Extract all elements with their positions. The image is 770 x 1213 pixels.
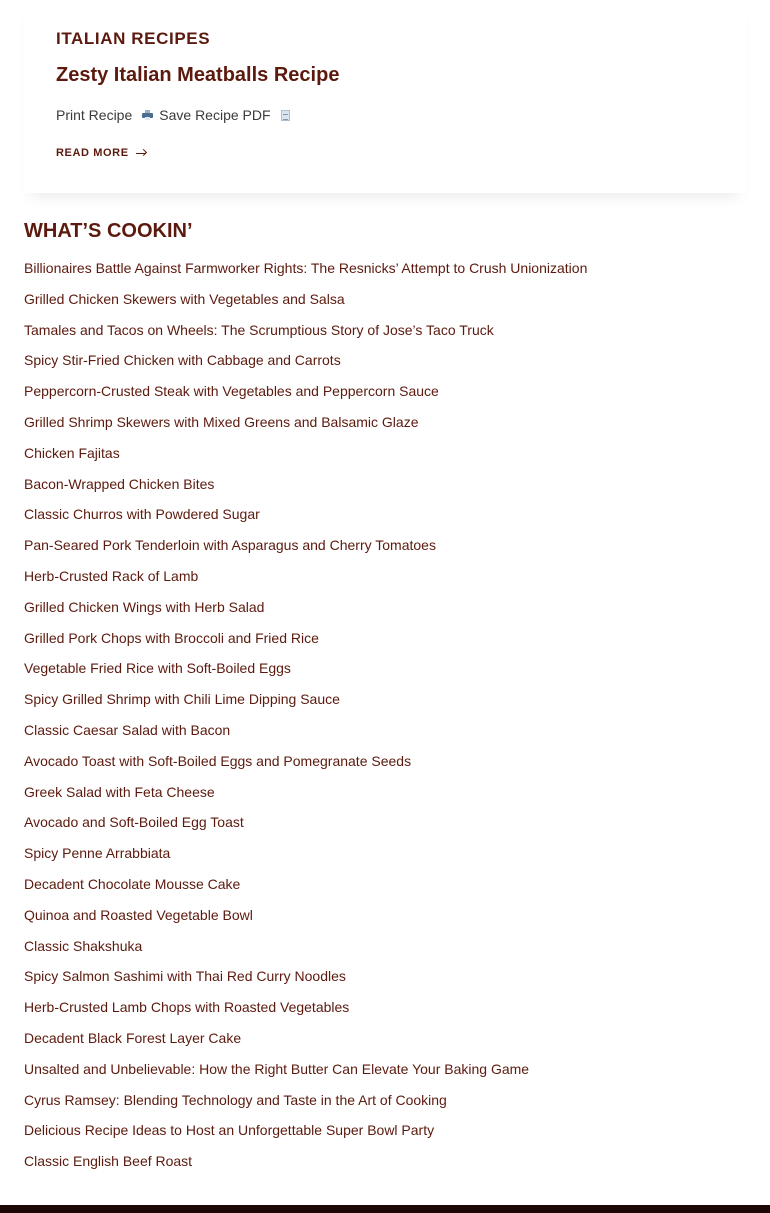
post-link[interactable]: Classic Shakshuka xyxy=(24,937,143,954)
post-link[interactable]: Delicious Recipe Ideas to Host an Unforgettable Super Bowl Party xyxy=(24,1122,435,1139)
post-link[interactable]: Tamales and Tacos on Wheels: The Scrumptious Story of Jose’s Taco Truck xyxy=(24,321,494,338)
list-item xyxy=(24,812,587,843)
list-item xyxy=(24,1028,587,1059)
post-link[interactable]: Peppercorn-Crusted Steak with Vegetables and Peppercorn Sauce xyxy=(24,383,439,400)
list-item xyxy=(24,412,587,443)
list-item xyxy=(24,966,587,997)
widget-title: WHAT’S COOKIN’ xyxy=(24,220,193,242)
post-link[interactable]: Herb-Crusted Rack of Lamb xyxy=(24,567,199,584)
list-item xyxy=(24,936,587,967)
list-item xyxy=(24,751,587,782)
read-more-link[interactable] xyxy=(56,147,147,159)
post-title xyxy=(56,64,339,87)
list-item xyxy=(24,289,587,320)
printer-icon[interactable] xyxy=(142,110,153,120)
post-link[interactable]: Billionaires Battle Against Farmworker Rights: The Resnicks’ Attempt to Crush Unionization xyxy=(24,260,588,276)
list-item xyxy=(24,381,587,412)
post-link[interactable]: Spicy Salmon Sashimi with Thai Red Curry Noodles xyxy=(24,968,346,985)
print-recipe-link[interactable]: Print Recipe xyxy=(56,107,133,123)
post-link[interactable]: Spicy Penne Arrabbiata xyxy=(24,845,171,862)
post-link[interactable]: Bacon-Wrapped Chicken Bites xyxy=(24,475,215,492)
post-link[interactable]: Grilled Chicken Skewers with Vegetables and Salsa xyxy=(24,290,345,307)
post-link[interactable]: Vegetable Fried Rice with Soft-Boiled Eggs xyxy=(24,660,291,677)
post-link[interactable]: Chicken Fajitas xyxy=(24,444,120,461)
list-item xyxy=(24,1090,587,1121)
category-link[interactable]: ITALIAN RECIPES xyxy=(56,29,211,48)
post-link[interactable]: Spicy Stir-Fried Chicken with Cabbage and Carrots xyxy=(24,352,341,369)
post-link[interactable]: Grilled Shrimp Skewers with Mixed Greens and Balsamic Glaze xyxy=(24,413,419,430)
list-item xyxy=(24,997,587,1028)
post-link[interactable]: Grilled Pork Chops with Broccoli and Fried Rice xyxy=(24,629,319,646)
post-title-link[interactable]: Zesty Italian Meatballs Recipe xyxy=(56,64,340,86)
post-link[interactable]: Avocado Toast with Soft-Boiled Eggs and Pomegranate Seeds xyxy=(24,752,412,769)
recent-posts-list xyxy=(24,258,587,1182)
post-link[interactable]: Spicy Grilled Shrimp with Chili Lime Dipping Sauce xyxy=(24,691,340,708)
arrow-right-icon xyxy=(136,150,147,157)
post-link[interactable]: Pan-Seared Pork Tenderloin with Asparagus and Cherry Tomatoes xyxy=(24,537,436,554)
list-item xyxy=(24,1151,587,1182)
post-link[interactable]: Greek Salad with Feta Cheese xyxy=(24,783,215,800)
post-link[interactable]: Cyrus Ramsey: Blending Technology and Taste in the Art of Cooking xyxy=(24,1091,447,1108)
list-item xyxy=(24,566,587,597)
list-item xyxy=(24,504,587,535)
footer-bar xyxy=(0,1205,770,1213)
list-item xyxy=(24,350,587,381)
list-item xyxy=(24,905,587,936)
list-item xyxy=(24,843,587,874)
post-link[interactable]: Decadent Black Forest Layer Cake xyxy=(24,1029,242,1046)
post-link[interactable]: Grilled Chicken Wings with Herb Salad xyxy=(24,598,265,615)
list-item xyxy=(24,597,587,628)
list-item xyxy=(24,720,587,751)
post-link[interactable]: Avocado and Soft-Boiled Egg Toast xyxy=(24,814,244,831)
post-link[interactable]: Quinoa and Roasted Vegetable Bowl xyxy=(24,906,253,923)
list-item xyxy=(24,320,587,351)
post-link[interactable]: Classic English Beef Roast xyxy=(24,1153,193,1170)
list-item xyxy=(24,874,587,905)
list-item xyxy=(24,258,587,289)
list-item xyxy=(24,628,587,659)
list-item xyxy=(24,535,587,566)
post-link[interactable]: Herb-Crusted Lamb Chops with Roasted Vegetables xyxy=(24,999,350,1016)
list-item xyxy=(24,474,587,505)
list-item xyxy=(24,689,587,720)
post-link[interactable]: Unsalted and Unbelievable: How the Right Butter Can Elevate Your Baking Game xyxy=(24,1060,530,1077)
recipe-actions xyxy=(56,107,290,123)
document-icon[interactable] xyxy=(281,110,290,121)
list-item xyxy=(24,658,587,689)
list-item xyxy=(24,1059,587,1090)
post-link[interactable]: Decadent Chocolate Mousse Cake xyxy=(24,875,241,892)
post-link[interactable]: Classic Churros with Powdered Sugar xyxy=(24,506,260,523)
read-more-label: READ MORE xyxy=(56,147,129,159)
save-recipe-pdf-link[interactable]: Save Recipe PDF xyxy=(159,107,271,123)
post-link[interactable]: Classic Caesar Salad with Bacon xyxy=(24,721,231,738)
list-item xyxy=(24,443,587,474)
list-item xyxy=(24,1120,587,1151)
list-item xyxy=(24,782,587,813)
